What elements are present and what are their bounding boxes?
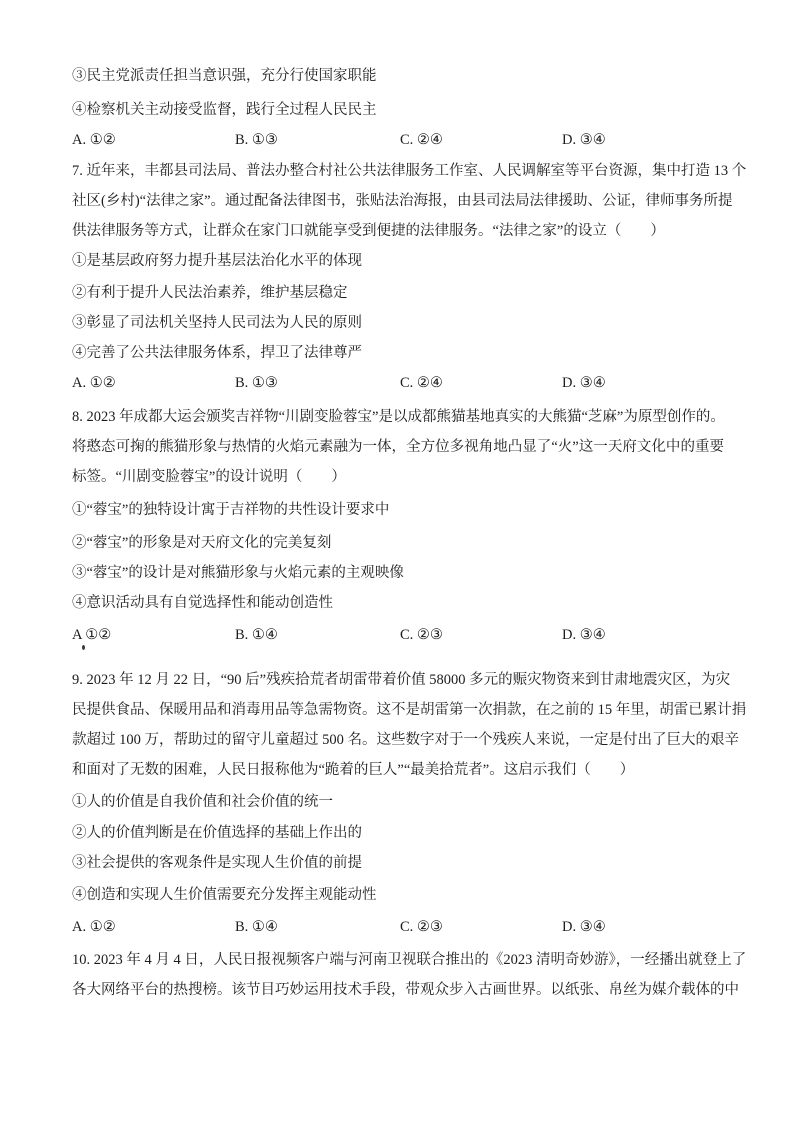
- q9-option-d: D. ③④: [562, 919, 606, 935]
- q9-text-line-4: 和面对了无数的困难，人民日报称他为“跪着的巨人”“最美拾荒者”。这启示我们（ ）: [72, 762, 635, 778]
- q9-option-c: C. ②③: [400, 919, 443, 935]
- q9-item-2: ②人的价值判断是在价值选择的基础上作出的: [72, 825, 362, 841]
- q8-text-line-1: 8. 2023 年成都大运会颁奖吉祥物“川剧变脸蓉宝”是以成都熊猫基地真实的大熊猫“芝麻”为原型创作的。: [72, 409, 725, 425]
- q6-option-c: C. ②④: [400, 132, 443, 148]
- q6-options-row: [72, 125, 724, 155]
- q9-item-4: ④创造和实现人生价值需要充分发挥主观能动性: [72, 887, 377, 903]
- q8-item-1: ①“蓉宝”的独特设计寓于吉祥物的共性设计要求中: [72, 502, 390, 518]
- q7-option-d: D. ③④: [562, 375, 606, 391]
- q7-item-2: ②有利于提升人民法治素养，维护基层稳定: [72, 285, 348, 301]
- q9-text-line-1: 9. 2023 年 12 月 22 日，“90 后”残疾拾荒者胡雷带着价值 58000 多元的赈灾物资来到甘肃地震灾区，为灾: [72, 672, 731, 688]
- q8-text-line-3: 标签。“川剧变脸蓉宝”的设计说明（ ）: [72, 469, 346, 485]
- q9-item-1: ①人的价值是自我价值和社会价值的统一: [72, 794, 333, 810]
- q6-option-a: A. ①②: [72, 132, 116, 148]
- q8-item-2: ②“蓉宝”的形象是对天府文化的完美复刻: [72, 535, 332, 551]
- q9-item-3: ③社会提供的客观条件是实现人生价值的前提: [72, 855, 362, 871]
- q9-text-line-2: 民提供食品、保暖用品和消毒用品等急需物资。这不是胡雷第一次捐款，在之前的 15 年里，胡雷已累计捐: [72, 702, 747, 718]
- q6-item-4: ④检察机关主动接受监督，践行全过程人民民主: [72, 102, 377, 118]
- q8-option-b: B. ①④: [235, 627, 278, 643]
- q8-options-row: [72, 620, 724, 650]
- q9-option-b: B. ①④: [235, 919, 278, 935]
- q7-item-3: ③彰显了司法机关坚持人民司法为人民的原则: [72, 315, 362, 331]
- q6-option-d: D. ③④: [562, 132, 606, 148]
- q8-option-d: D. ③④: [562, 627, 606, 643]
- q7-options-row: [72, 368, 724, 398]
- q8-item-4: ④意识活动具有自觉选择性和能动创造性: [72, 595, 333, 611]
- q7-option-a: A. ①②: [72, 375, 116, 391]
- q7-text-line-2: 社区(乡村)“法律之家”。通过配备法律图书，张贴法治海报，由县司法局法律援助、公证，律师事务所提: [72, 193, 733, 209]
- q7-item-1: ①是基层政府努力提升基层法治化水平的体现: [72, 253, 362, 269]
- q7-option-c: C. ②④: [400, 375, 443, 391]
- q8-option-c: C. ②③: [400, 627, 443, 643]
- q8-item-3: ③“蓉宝”的设计是对熊猫形象与火焰元素的主观映像: [72, 565, 404, 581]
- q10-text-line-1: 10. 2023 年 4 月 4 日，人民日报视频客户端与河南卫视联合推出的《2023 清明奇妙游》，一经播出就登上了: [72, 952, 747, 968]
- q7-text-line-1: 7. 近年来，丰都县司法局、普法办整合村社公共法律服务工作室、人民调解室等平台资源，集中打造 13 个: [72, 163, 747, 179]
- q6-option-b: B. ①③: [235, 132, 278, 148]
- q8-text-line-2: 将憨态可掬的熊猫形象与热情的火焰元素融为一体，全方位多视角地凸显了“火”这一天府文化中的重要: [72, 439, 724, 455]
- q9-option-a: A. ①②: [72, 919, 116, 935]
- q7-item-4: ④完善了公共法律服务体系，捍卫了法律尊严: [72, 345, 362, 361]
- q9-text-line-3: 款超过 100 万，帮助过的留守儿童超过 500 名。这些数字对于一个残疾人来说，一定是付出了巨大的艰辛: [72, 732, 739, 748]
- stray-scan-mark: [82, 645, 85, 650]
- q7-text-line-3: 供法律服务等方式，让群众在家门口就能享受到便捷的法律服务。“法律之家”的设立（ ）: [72, 223, 665, 239]
- q10-text-line-2: 各大网络平台的热搜榜。该节目巧妙运用技术手段，带观众步入古画世界。以纸张、帛丝为媒介载体的中: [72, 982, 739, 998]
- q8-option-a: A ①②: [72, 627, 112, 643]
- q9-options-row: [72, 912, 724, 942]
- q6-item-3: ③民主党派责任担当意识强，充分行使国家职能: [72, 68, 377, 84]
- q7-option-b: B. ①③: [235, 375, 278, 391]
